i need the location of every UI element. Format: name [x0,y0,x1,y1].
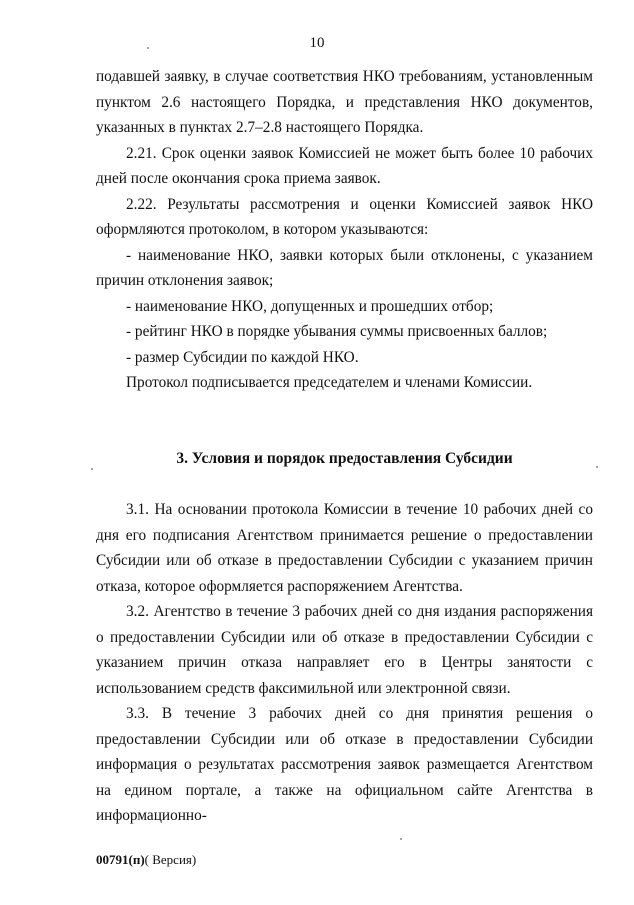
page-number: 10 [309,35,325,51]
paragraph-3-1: 3.1. На основании протокола Комиссии в течение 10 рабочих дней со дня его подписания Агентством принимается решение о предоставлении Субсидии или об отказе в предоставлении Субсидии с указанием причин отказа, которое оформляется распоряжением Агентства. [96,501,593,595]
paragraph-3-2: 3.2. Агентство в течение 3 рабочих дней со дня издания распоряжения о предоставлении Субсидии или об отказе в предоставлении Субсидии с указанием причин отказа направляет его в Центры занятости с использованием средств факсимильной или электронной связи. [96,603,593,697]
paragraph-3-3: 3.3. В течение 3 рабочих дней со дня принятия решения о предоставлении Субсидии или об отказе в предоставлении Субсидии информация о результатах рассмотрения заявок размещается Агентством на едином портале, а также на официальном сайте Агентства в информационно- [96,705,593,824]
scan-speck [147,47,149,49]
document-footer [96,852,196,868]
list-item: - наименование НКО, заявки которых были отклонены, с указанием причин отклонения заявок; [96,246,593,289]
scan-speck [400,838,402,840]
list-item: - наименование НКО, допущенных и прошедших отбор; [126,297,494,315]
footer-code: 00791(п) [96,852,145,867]
protocol-line: Протокол подписывается председателем и членами Комиссии. [126,374,533,391]
scan-speck [596,466,598,468]
paragraph-continuation: подавшей заявку, в случае соответствия НКО требованиям, установленным пунктом 2.6 настоящего Порядка, и представления НКО документов, указанных в пунктах 2.7–2.8 настоящего Порядка. [96,68,593,136]
scan-speck [91,468,93,470]
list-item: - размер Субсидии по каждой НКО. [126,348,359,366]
document-body [96,64,593,829]
paragraph-2-22: 2.22. Результаты рассмотрения и оценки Комиссией заявок НКО оформляются протоколом, в котором указываются: [96,195,593,238]
list-item: - рейтинг НКО в порядке убывания суммы присвоенных баллов; [126,323,548,340]
section-heading: 3. Условия и порядок предоставления Субсидии [176,449,513,467]
footer-version: ( Версия) [144,852,197,867]
paragraph-2-21: 2.21. Срок оценки заявок Комиссией не может быть более 10 рабочих дней после окончания срока приема заявок. [96,144,593,187]
